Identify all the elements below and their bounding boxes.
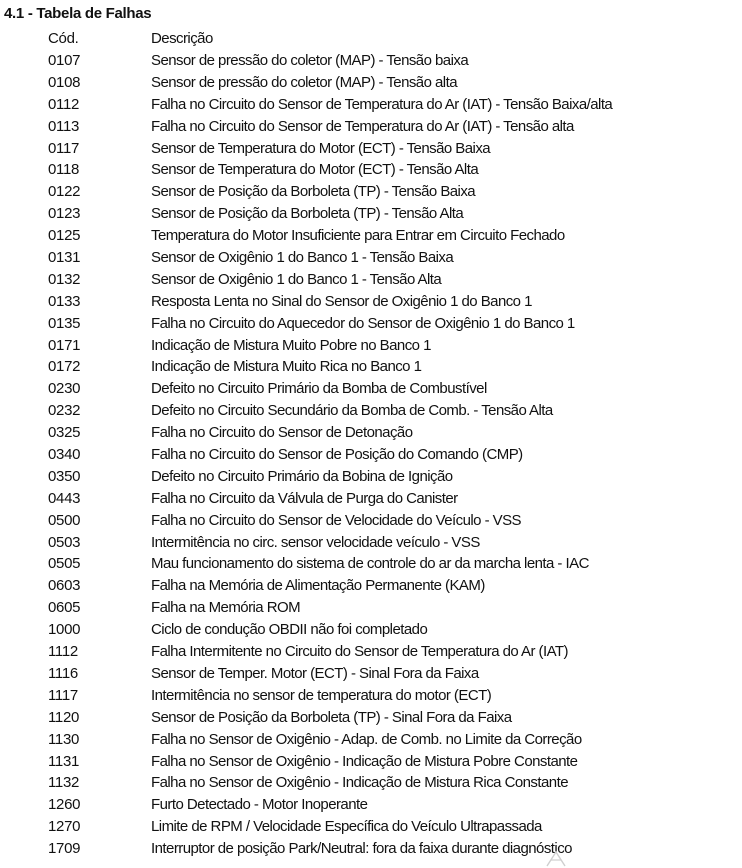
fault-code: 1112 <box>48 643 78 661</box>
fault-code: 0107 <box>48 52 81 69</box>
fault-code: 1131 <box>48 752 80 770</box>
fault-description: Falha no Circuito do Sensor de Temperatura do Ar (IAT) - Tensão Baixa/alta <box>151 95 613 113</box>
table-row <box>0 269 742 291</box>
table-row <box>0 838 742 860</box>
table-row <box>0 116 742 138</box>
table-row <box>0 181 742 203</box>
fault-code: 0172 <box>48 358 81 376</box>
fault-description: Sensor de Oxigênio 1 do Banco 1 - Tensão Alta <box>151 270 442 288</box>
section-title: 4.1 - Tabela de Falhas <box>4 5 152 22</box>
fault-code: 0125 <box>48 227 81 245</box>
fault-description: Falha no Circuito da Válvula de Purga do Canister <box>151 489 458 507</box>
fault-code: 1260 <box>48 796 81 814</box>
fault-code: 0505 <box>48 555 81 573</box>
table-row <box>0 772 742 794</box>
fault-description: Sensor de pressão do coletor (MAP) - Tensão baixa <box>151 52 469 69</box>
fault-code: 0123 <box>48 205 81 223</box>
table-row <box>0 335 742 357</box>
fault-code: 0443 <box>48 489 81 507</box>
table-row <box>0 94 742 116</box>
fault-code: 0133 <box>48 292 81 310</box>
fault-description: Sensor de Temperatura do Motor (ECT) - Tensão Baixa <box>151 139 491 157</box>
fault-code: 0117 <box>48 139 80 157</box>
fault-code: 0132 <box>48 270 81 288</box>
table-row <box>0 532 742 554</box>
fault-description: Indicação de Mistura Muito Pobre no Banco 1 <box>151 336 431 354</box>
fault-code: 1709 <box>48 840 81 858</box>
fault-description: Falha no Sensor de Oxigênio - Adap. de Comb. no Limite da Correção <box>151 730 582 748</box>
table-row <box>0 422 742 444</box>
fault-code: 0605 <box>48 599 81 617</box>
fault-description: Sensor de Posição da Borboleta (TP) - Tensão Baixa <box>151 183 476 201</box>
table-row <box>0 203 742 225</box>
fault-description: Defeito no Circuito Primário da Bobina de Ignição <box>151 467 453 485</box>
fault-code: 0135 <box>48 314 81 332</box>
fault-description: Sensor de Posição da Borboleta (TP) - Sinal Fora da Faixa <box>151 708 512 726</box>
fault-description: Resposta Lenta no Sinal do Sensor de Oxigênio 1 do Banco 1 <box>151 292 532 310</box>
fault-description: Falha na Memória de Alimentação Permanente (KAM) <box>151 577 485 595</box>
fault-description: Defeito no Circuito Primário da Bomba de Combustível <box>151 380 487 398</box>
fault-code: 1270 <box>48 818 81 836</box>
table-row <box>0 510 742 532</box>
fault-code: 1120 <box>48 708 80 726</box>
fault-description: Interruptor de posição Park/Neutral: fora da faixa durante diagnóstico <box>151 840 572 858</box>
table-row <box>0 378 742 400</box>
fault-code: 0171 <box>48 336 81 354</box>
fault-code: 1116 <box>48 664 78 682</box>
table-row <box>0 663 742 685</box>
fault-code: 0603 <box>48 577 81 595</box>
fault-description: Falha na Memória ROM <box>151 599 301 617</box>
fault-code: 0230 <box>48 380 81 398</box>
fault-code: 0118 <box>48 161 80 179</box>
table-row <box>0 641 742 663</box>
fault-code: 0232 <box>48 402 81 420</box>
fault-code: 0113 <box>48 117 80 135</box>
fault-code: 1132 <box>48 774 80 792</box>
fault-description: Intermitência no circ. sensor velocidade veículo - VSS <box>151 533 480 551</box>
table-row <box>0 619 742 641</box>
fault-code: 0325 <box>48 424 81 442</box>
fault-description: Sensor de Temperatura do Motor (ECT) - Tensão Alta <box>151 161 479 179</box>
fault-description: Defeito no Circuito Secundário da Bomba de Comb. - Tensão Alta <box>151 402 553 420</box>
table-row <box>0 553 742 575</box>
fault-code: 0503 <box>48 533 81 551</box>
table-row <box>0 707 742 729</box>
table-row <box>0 225 742 247</box>
fault-code: 0122 <box>48 183 81 201</box>
table-row <box>0 794 742 816</box>
fault-code: 0500 <box>48 511 81 529</box>
fault-code: 0350 <box>48 467 81 485</box>
fault-code: 1117 <box>48 686 78 704</box>
table-row <box>0 729 742 751</box>
table-row <box>0 488 742 510</box>
fault-table <box>0 50 742 860</box>
fault-description: Sensor de Posição da Borboleta (TP) - Tensão Alta <box>151 205 464 223</box>
fault-description: Falha Intermitente no Circuito do Sensor de Temperatura do Ar (IAT) <box>151 643 568 661</box>
fault-description: Sensor de pressão do coletor (MAP) - Tensão alta <box>151 73 457 91</box>
table-row <box>0 72 742 94</box>
fault-description: Indicação de Mistura Muito Rica no Banco 1 <box>151 358 422 376</box>
fault-code: 1000 <box>48 621 81 639</box>
table-header <box>0 28 742 50</box>
table-row <box>0 400 742 422</box>
fault-description: Limite de RPM / Velocidade Específica do Veículo Ultrapassada <box>151 818 542 836</box>
code-column-header: Cód. <box>48 30 79 47</box>
table-row <box>0 138 742 160</box>
fault-description: Falha no Circuito do Sensor de Velocidade do Veículo - VSS <box>151 511 522 529</box>
fault-code: 1130 <box>48 730 80 748</box>
fault-description: Sensor de Oxigênio 1 do Banco 1 - Tensão Baixa <box>151 249 454 267</box>
fault-code: 0131 <box>48 249 81 267</box>
table-row <box>0 159 742 181</box>
fault-description: Falha no Sensor de Oxigênio - Indicação de Mistura Rica Constante <box>151 774 568 792</box>
fault-description: Furto Detectado - Motor Inoperante <box>151 796 368 814</box>
fault-description: Sensor de Temper. Motor (ECT) - Sinal Fora da Faixa <box>151 664 479 682</box>
fault-description: Falha no Circuito do Sensor de Detonação <box>151 424 413 442</box>
table-row <box>0 466 742 488</box>
table-row <box>0 356 742 378</box>
description-column-header: Descrição <box>151 30 213 47</box>
table-row <box>0 816 742 838</box>
table-row <box>0 50 742 72</box>
table-row <box>0 291 742 313</box>
watermark-mark-icon <box>545 846 567 868</box>
fault-description: Falha no Sensor de Oxigênio - Indicação de Mistura Pobre Constante <box>151 752 578 770</box>
fault-code: 0340 <box>48 446 81 464</box>
fault-code: 0108 <box>48 73 81 91</box>
table-row <box>0 597 742 619</box>
table-row <box>0 575 742 597</box>
table-row <box>0 247 742 269</box>
fault-description: Intermitência no sensor de temperatura do motor (ECT) <box>151 686 492 704</box>
table-row <box>0 751 742 773</box>
fault-code: 0112 <box>48 95 80 113</box>
table-row <box>0 444 742 466</box>
fault-description: Falha no Circuito do Sensor de Posição do Comando (CMP) <box>151 446 523 464</box>
table-row <box>0 685 742 707</box>
fault-description: Mau funcionamento do sistema de controle do ar da marcha lenta - IAC <box>151 555 589 573</box>
table-row <box>0 313 742 335</box>
fault-description: Ciclo de condução OBDII não foi completado <box>151 621 428 639</box>
fault-description: Falha no Circuito do Sensor de Temperatura do Ar (IAT) - Tensão alta <box>151 117 574 135</box>
fault-description: Temperatura do Motor Insuficiente para Entrar em Circuito Fechado <box>151 227 565 245</box>
fault-description: Falha no Circuito do Aquecedor do Sensor de Oxigênio 1 do Banco 1 <box>151 314 575 332</box>
